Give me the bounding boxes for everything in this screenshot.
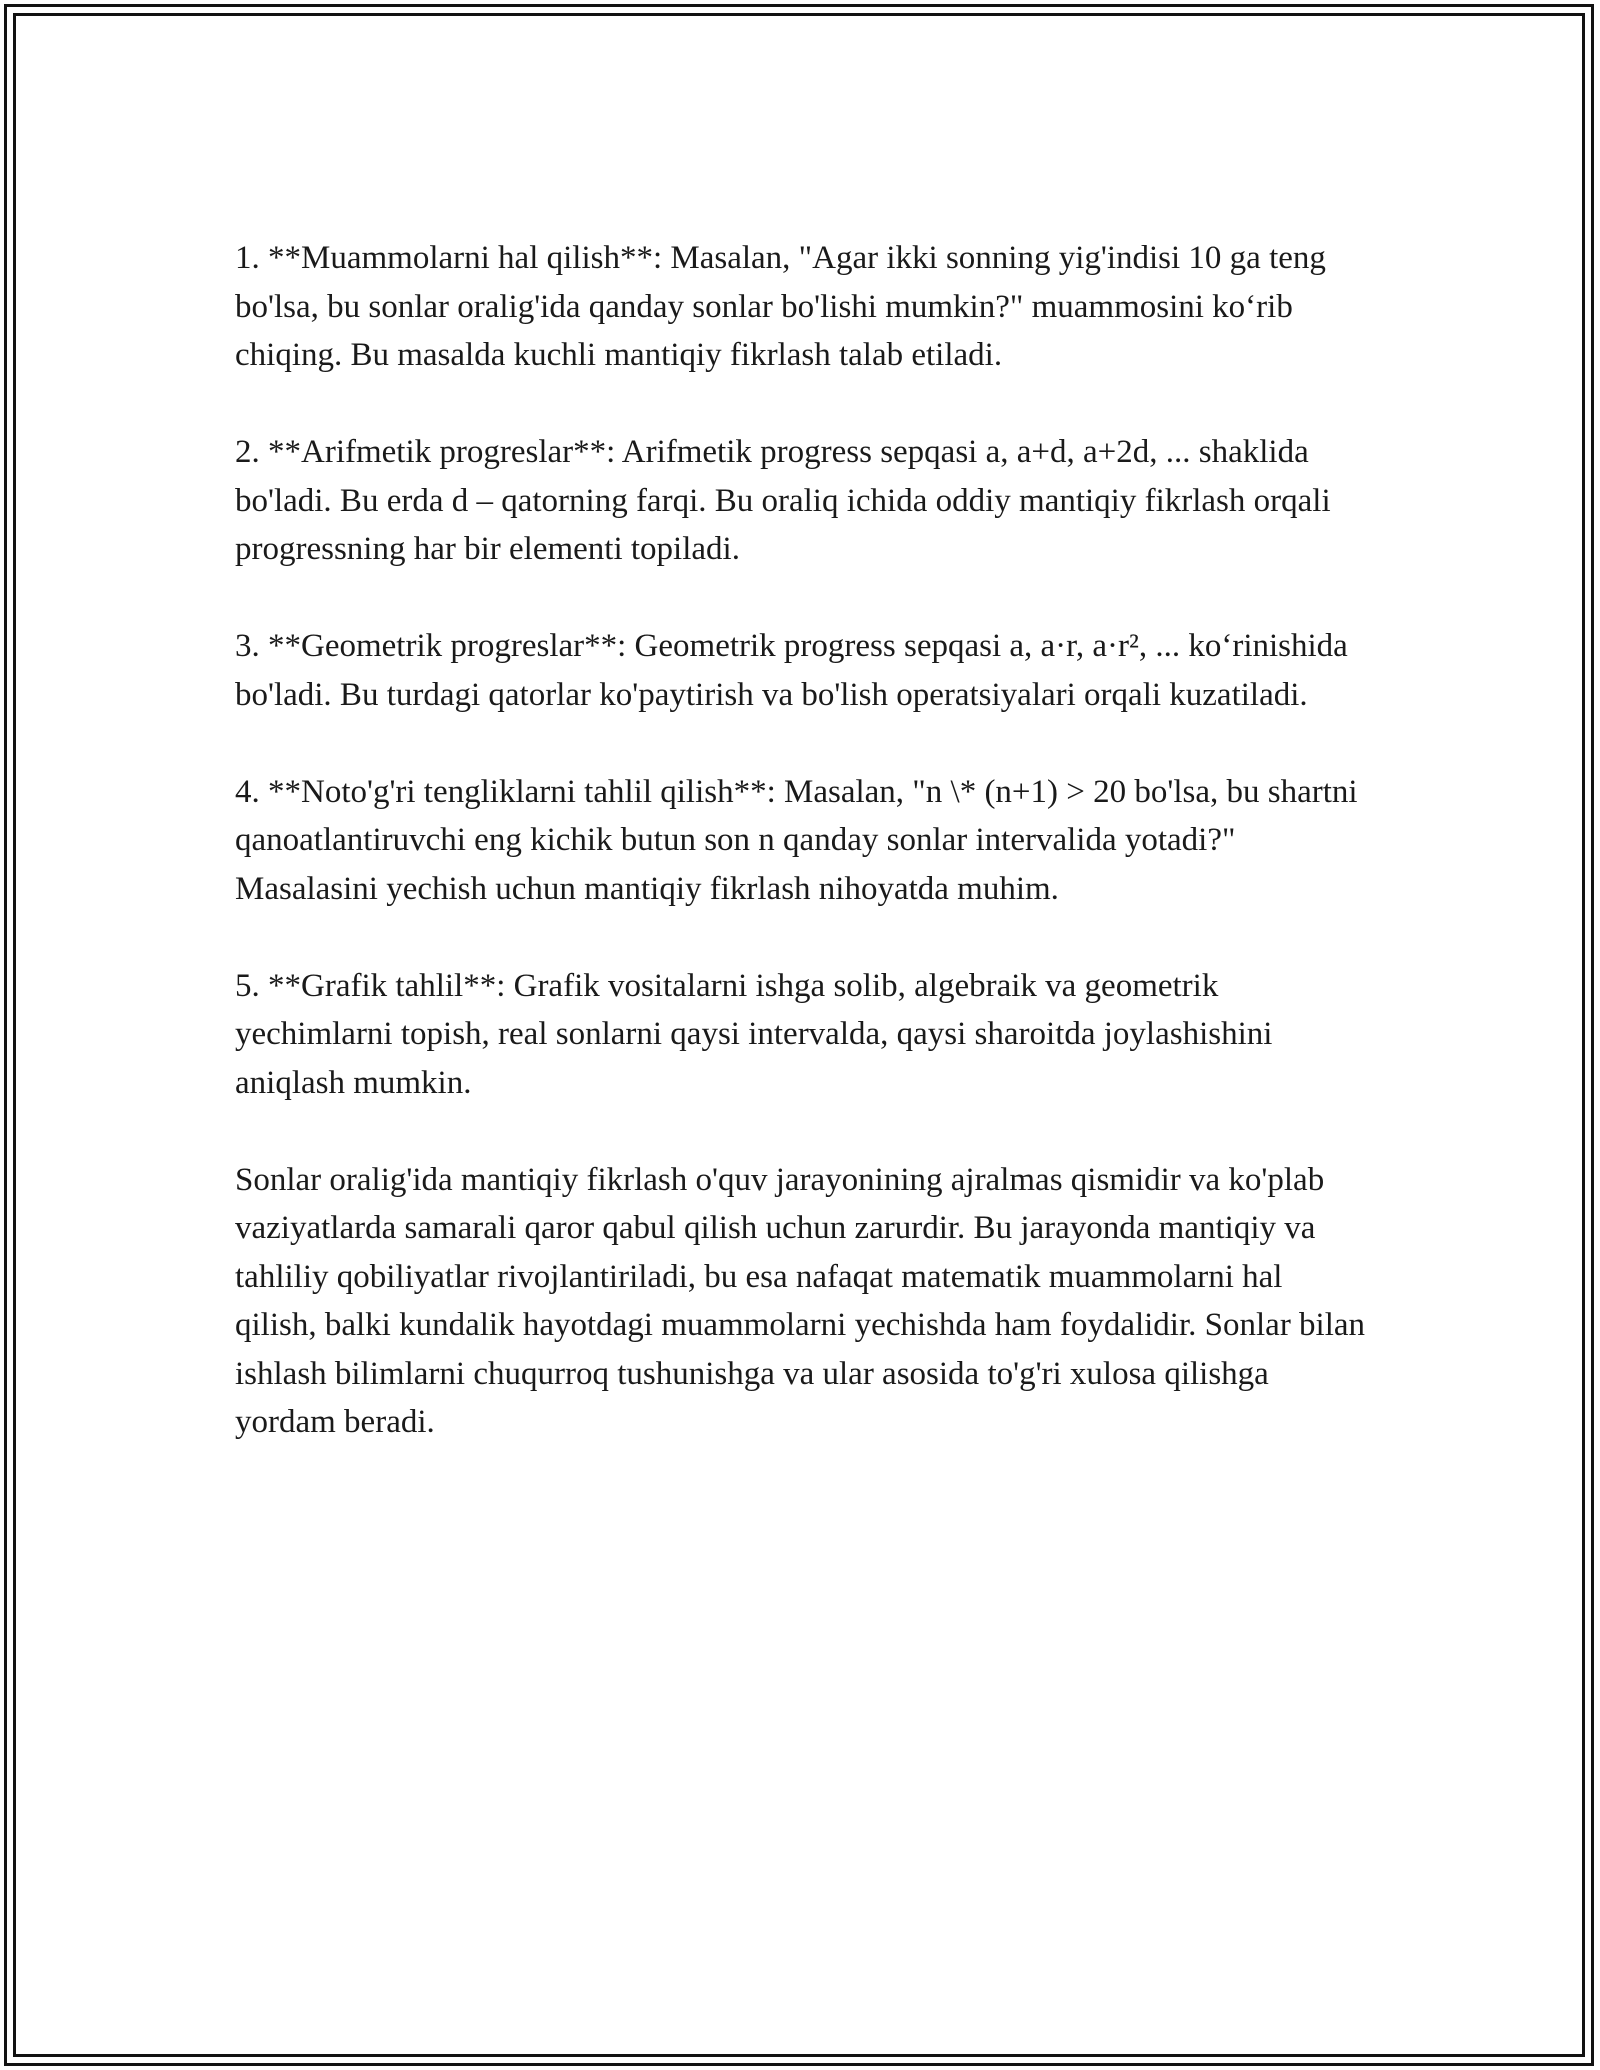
paragraph-inequality-analysis: 4. **Noto'g'ri tengliklarni tahlil qilish**: Masalan, "n \* (n+1) > 20 bo'lsa, bu shartni qanoatlantiruvchi eng kichik butun son n qanday sonlar intervalida yotadi?" Masalasini yechish uchun mantiqiy fikrlash nihoyatda muhim. [235, 773, 1358, 907]
paragraph-geometric-progressions: 3. **Geometrik progreslar**: Geometrik progress sepqasi a, a·r, a·r², ... ko‘rinishida bo'ladi. Bu turdagi qatorlar ko'paytirish va bo'lish operatsiyalari orqali kuzatiladi. [235, 628, 1348, 713]
paragraph-conclusion: Sonlar oralig'ida mantiqiy fikrlash o'quv jarayonining ajralmas qismidir va ko'plab vaziyatlarda samarali qaror qabul qilish uchun zarurdir. Bu jarayonda mantiqiy va tahliliy qobiliyatlar rivojlantiriladi, bu esa nafaqat matematik muammolarni hal qilish, balki kundalik hayotdagi muammolarni yechishda ham foydalidir. Sonlar bilan ishlash bilimlarni chuqurroq tushunishga va ular asosida to'g'ri xulosa qilishga yordam beradi. [235, 1161, 1366, 1440]
paragraph-problem-solving: 1. **Muammolarni hal qilish**: Masalan, "Agar ikki sonning yig'indisi 10 ga teng bo'lsa, bu sonlar oralig'ida qanday sonlar bo'lishi mumkin?" muammosini ko‘rib chiqing. Bu masalda kuchli mantiqiy fikrlash talab etiladi. [235, 240, 1326, 373]
paragraph-graphical-analysis: 5. **Grafik tahlil**: Grafik vositalarni ishga solib, algebraik va geometrik yechimlarni topish, real sonlarni qaysi intervalda, qaysi sharoitda joylashishini aniqlash mumkin. [235, 967, 1273, 1101]
document-body [235, 234, 1370, 1447]
paragraph-arithmetic-progressions: 2. **Arifmetik progreslar**: Arifmetik progress sepqasi a, a+d, a+2d, ... shaklida bo'ladi. Bu erda d – qatorning farqi. Bu oraliq ichida oddiy mantiqiy fikrlash orqali progressning har bir elementi topiladi. [235, 434, 1331, 567]
